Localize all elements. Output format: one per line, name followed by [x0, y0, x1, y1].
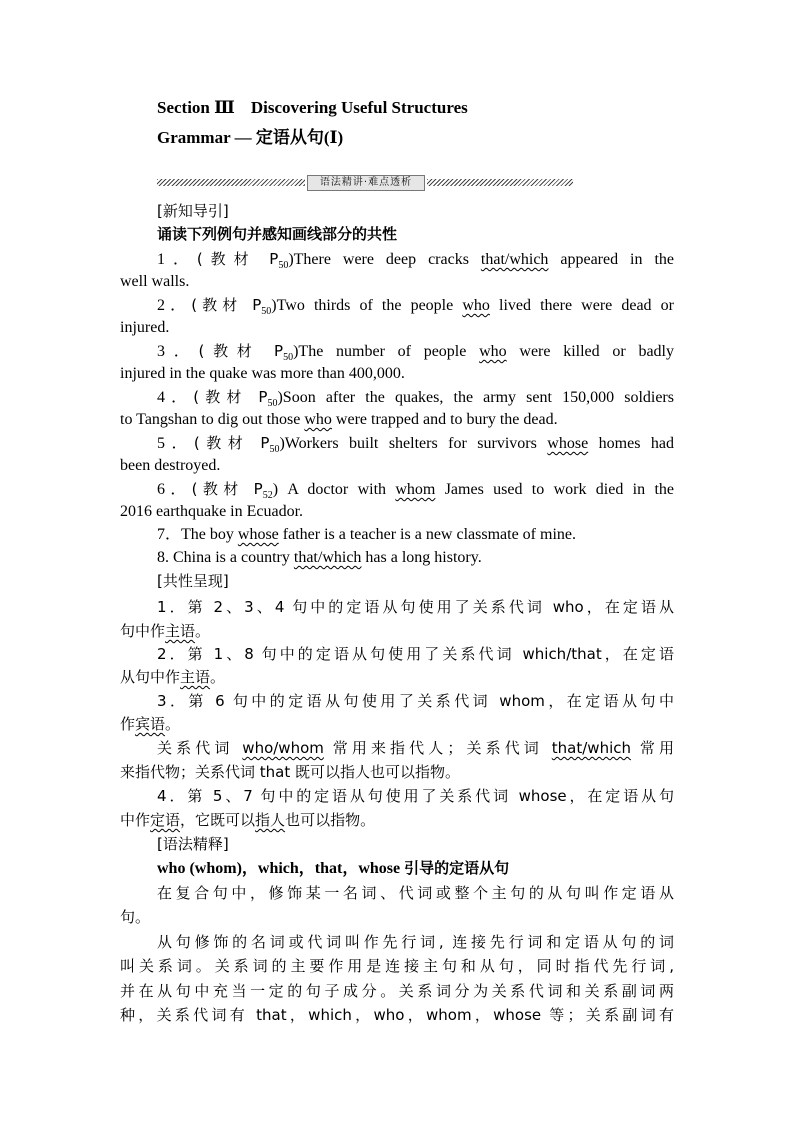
relative-word: that/which: [480, 251, 549, 268]
banner-label: 语法精讲·难点透析: [307, 175, 425, 191]
example-4: 4．(教材 $P_{50})Soon$ after the quakes, the army sent 150,000 soldiers: [157, 388, 674, 410]
grammar-para-2-line3: 并在从句中充当一定的句子成分。关系词分为关系代词和关系副词两: [120, 982, 674, 1000]
relative-word: who: [304, 411, 332, 428]
example-2: 2．(教材 $P_{50})Two$ thirds of the people who lived there were dead or: [157, 296, 674, 318]
grammar-para-2-line2: 叫关系词。关系词的主要作用是连接主句和从句，同时指代先行词,: [120, 957, 674, 975]
grammar-detail-heading: [语法精释]: [157, 835, 229, 853]
example-1-cont: well walls.: [120, 273, 190, 290]
commonality-4: 4．第 5、7 句中的定语从句使用了关系代词 whose，在定语从句: [157, 787, 674, 805]
example-3: 3．(教材 $P_{50})The$ number of people who were killed or badly: [157, 342, 674, 364]
example-8: 8. China is a country that/which has a long history.: [157, 549, 482, 566]
section-title: [157, 98, 468, 118]
section-banner: [157, 174, 573, 192]
section-number: Section Ⅲ: [157, 98, 235, 117]
example-5: 5．(教材 $P_{50})Workers$ built shelters for survivors whose homes had: [157, 434, 674, 456]
grammar-para-2: 从句修饰的名词或代词叫作先行词, 连接先行词和定语从句的词: [157, 933, 674, 951]
example-3-cont: injured in the quake was more than 400,000.: [120, 365, 405, 382]
relative-word: who: [479, 343, 507, 360]
example-4-cont: to Tangshan to dig out those who were trapped and to bury the dead.: [120, 411, 558, 428]
commonality-note-cont: 来指代物；关系代词 that 既可以指人也可以指物。: [120, 763, 460, 781]
relative-word: whom: [395, 481, 436, 498]
grammar-para-2-line4: 种，关系代词有 that，which，who，whom，whose 等；关系副词有: [120, 1006, 674, 1024]
commonality-heading: [共性呈现]: [157, 572, 229, 590]
grammar-para-1: 在复合句中，修饰某一名词、代词或整个主句的从句叫作定语从: [157, 884, 674, 902]
commonality-4-cont: 中作定语，它既可以指人也可以指物。: [120, 811, 376, 829]
relative-word: who: [462, 297, 490, 314]
commonality-2-cont: 从句中作主语。: [120, 668, 226, 686]
intro-instruction: 诵读下列例句并感知画线部分的共性: [157, 225, 398, 243]
grammar-title: Grammar — 定语从句(Ⅰ): [157, 128, 344, 147]
relative-word: whose: [237, 526, 279, 543]
commonality-1-cont: 句中作主语。: [120, 622, 211, 640]
section-heading: Discovering Useful Structures: [250, 98, 468, 117]
example-5-cont: been destroyed.: [120, 457, 221, 474]
example-7: 7．The boy whose father is a teacher is a new classmate of mine.: [157, 526, 576, 543]
example-2-cont: injured.: [120, 319, 170, 336]
relative-word: that/which: [293, 549, 362, 566]
commonality-2: 2．第 1、8 句中的定语从句使用了关系代词 which/that，在定语: [157, 645, 674, 663]
example-1: 1．(教材 $P_{50})There$ were deep cracks that/which appeared in the: [157, 250, 674, 272]
commonality-3: 3．第 6 句中的定语从句使用了关系代词 whom，在定语从句中: [157, 692, 674, 710]
commonality-1: 1．第 2、3、4 句中的定语从句使用了关系代词 who，在定语从: [157, 598, 674, 616]
relative-word: whose: [547, 435, 589, 452]
banner-hatch-right: [427, 179, 573, 186]
banner-hatch-left: [157, 179, 305, 186]
grammar-detail-subheading: who (whom)，which，that，whose 引导的定语从句: [157, 859, 510, 877]
example-6-cont: 2016 earthquake in Ecuador.: [120, 503, 304, 520]
commonality-note: 关系代词 who/whom 常用来指代人；关系代词 that/which 常用: [157, 739, 674, 757]
example-6: 6．(教材 $P_{52}$) A doctor with whom James used to work died in the: [157, 480, 674, 502]
commonality-3-cont: 作宾语。: [120, 715, 181, 733]
intro-heading: [新知导引]: [157, 202, 229, 220]
grammar-para-1-cont: 句。: [120, 908, 151, 926]
